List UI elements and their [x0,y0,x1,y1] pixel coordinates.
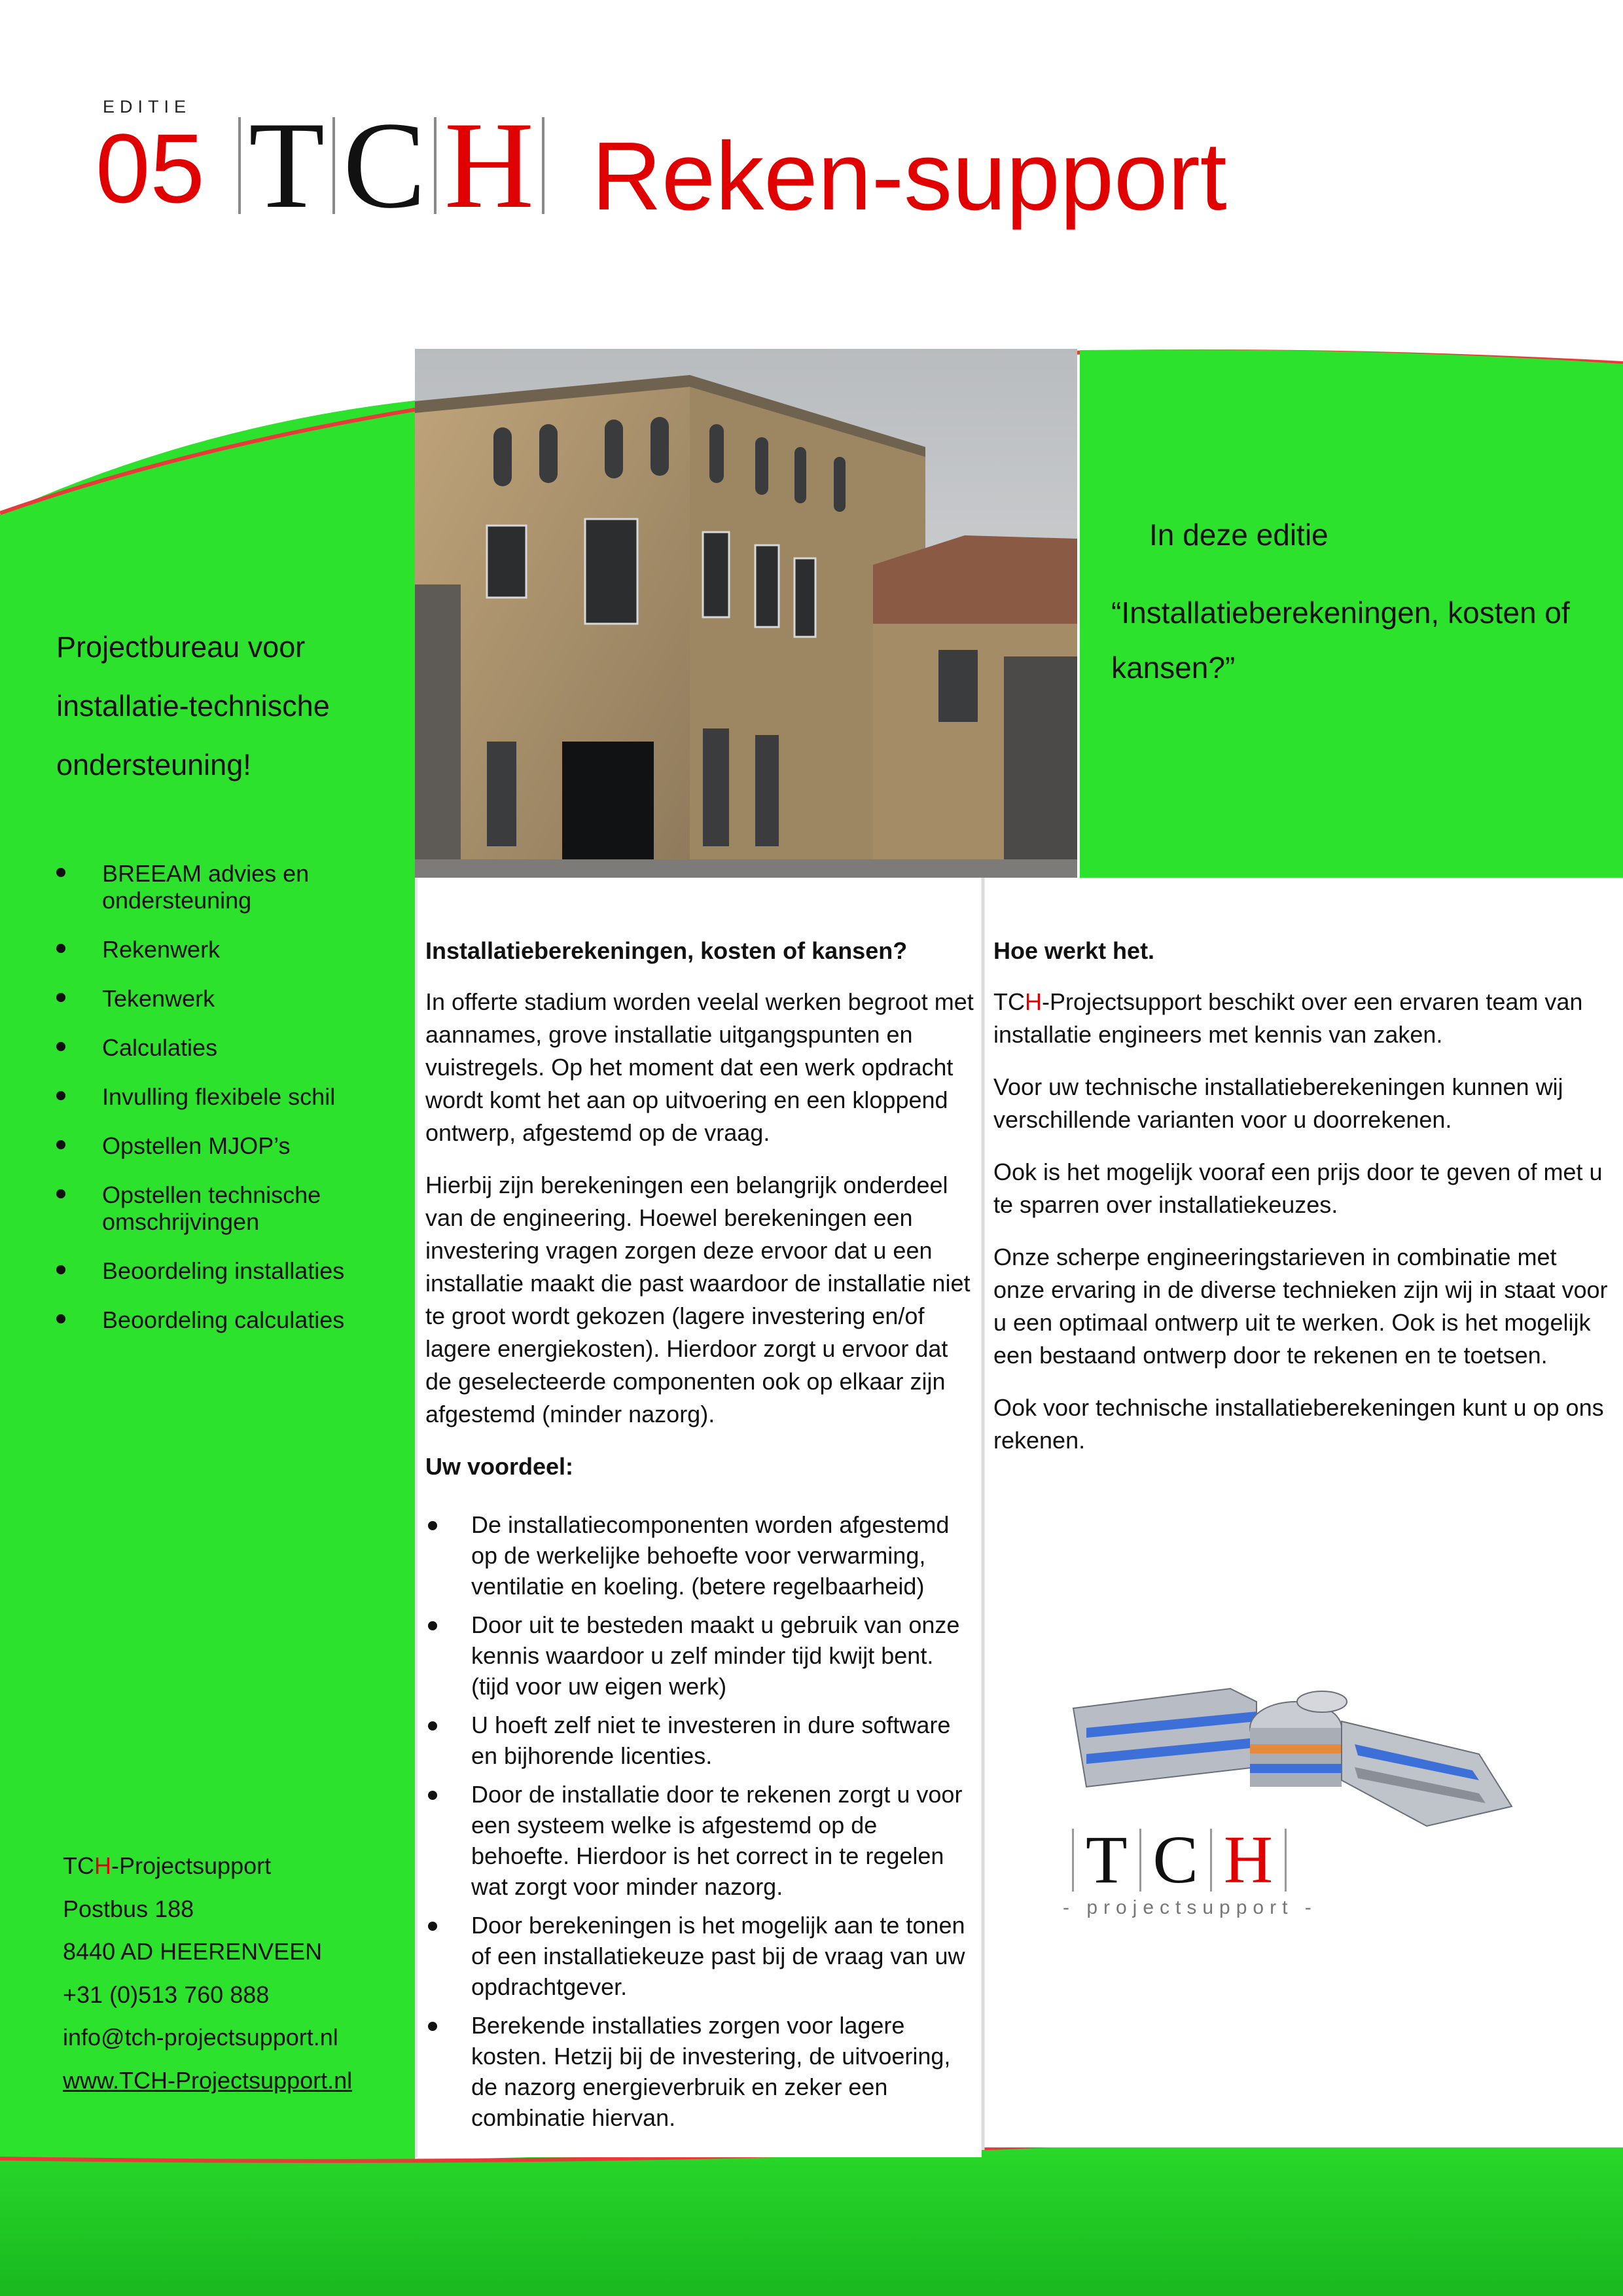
company-prefix: TC [993,988,1025,1015]
contact-block [63,1844,429,2102]
list-item [56,1181,410,1235]
edition-label: EDITIE [103,97,192,117]
services-list [56,860,410,1355]
tch-logo [230,97,552,234]
bullet-icon [56,1091,65,1100]
bullet-icon [56,868,65,877]
logo-letter-t: T [249,97,325,234]
edition-heading: In deze editie [1149,518,1329,552]
company-name [63,1844,429,1888]
list-item [56,1306,410,1333]
benefits-heading: Uw voordeel: [425,1453,574,1480]
logo-divider [332,117,335,214]
phone: +31 (0)513 760 888 [63,1981,270,2008]
service-label: Beoordeling installaties [102,1257,345,1284]
list-item [56,1034,410,1061]
list-item [56,1083,410,1110]
company-suffix: -Projectsupport [111,1852,272,1879]
company-prefix: TC [63,1852,94,1879]
list-item [56,860,410,914]
list-item [56,1257,410,1284]
bullet-icon [428,1521,437,1530]
tagline: Projectbureau voor installatie-technische ondersteuning! [56,630,330,781]
logo-subtitle: - projectsupport - [1063,1897,1317,1918]
logo-divider [434,117,437,214]
city: 8440 AD HEERENVEEN [63,1938,323,1965]
bullet-icon [56,1189,65,1198]
how-paragraph [993,986,1609,1051]
bullet-icon [428,1621,437,1630]
service-label: Beoordeling calculaties [102,1306,345,1333]
list-item [425,2010,975,2133]
page-title: Reken-support [592,122,1227,230]
article-heading: Installatieberekeningen, kosten of kansen? [425,937,908,964]
benefit-text: Door uit te besteden maakt u gebruik van onze kennis waardoor u zelf minder tijd kwijt bent. (tijd voor uw eigen werk) [471,1611,960,1700]
how-paragraph: Onze scherpe engineeringstarieven in combinatie met onze ervaring in de diverse technieken zijn wij in staat voor u een optimaal ontwerp uit te werken. Ook is het mogelijk een bestaand ontwerp door te rekenen en te toetsen. [993,1244,1608,1369]
benefit-text: Door de installatie door te rekenen zorgt u voor een systeem welke is afgestemd op de behoefte. Hierdoor is het correct in te regelen wat zorgt voor minder nazorg. [471,1781,963,1900]
building-photo [415,349,1077,878]
how-heading: Hoe werkt het. [993,937,1155,964]
how-paragraph: Voor uw technische installatieberekeningen kunnen wij verschillende varianten voor u doorrekenen. [993,1073,1563,1133]
logo-divider [1072,1829,1074,1892]
list-item [56,936,410,963]
benefit-text: U hoeft zelf niet te investeren in dure software en bijhorende licenties. [471,1712,951,1769]
service-label: Opstellen technische omschrijvingen [102,1181,321,1235]
list-item [425,1910,975,2002]
service-label: Rekenwerk [102,936,221,963]
website-link[interactable]: www.TCH-Projectsupport.nl [63,2066,353,2094]
bullet-icon [428,1922,437,1931]
company-highlight: H [94,1852,111,1879]
how-column [993,935,1609,1477]
logo-divider [542,117,544,214]
logo-divider [238,117,241,214]
logo-letter-h: H [444,97,535,234]
benefits-list [425,1509,975,2133]
benefit-text: Door berekeningen is het mogelijk aan te tonen of een installatiekeuze past bij de vraag van uw opdrachtgever. [471,1912,965,2000]
logo-divider [1210,1829,1212,1892]
edition-number: 05 [96,113,205,223]
email[interactable]: info@tch-projectsupport.nl [63,2024,338,2051]
list-item [425,1710,975,1771]
logo-letter-t: T [1086,1822,1128,1897]
edition-quote: “Installatieberekeningen, kosten of kansen?” [1111,596,1570,685]
article-column [425,935,975,2141]
bullet-icon [56,1042,65,1051]
bullet-icon [56,1314,65,1323]
list-item [425,1779,975,1902]
bullet-icon [56,993,65,1002]
service-label: Invulling flexibele schil [102,1083,336,1110]
logo-letter-h: H [1223,1822,1274,1897]
logo-letter-c: C [1152,1822,1198,1897]
article-paragraph: In offerte stadium worden veelal werken begroot met aannames, grove installatie uitgangspunten en vuistregels. Op het moment dat een werk opdracht wordt komt het aan op uitvoering en een kloppend ontwerp, afgestemd op de vraag. [425,988,974,1146]
list-item [56,985,410,1012]
service-label: BREEAM advies en ondersteuning [102,860,310,914]
bullet-icon [56,1140,65,1149]
company-highlight: H [1025,988,1042,1015]
bullet-icon [428,1721,437,1731]
list-item [425,1509,975,1602]
list-item [56,1132,410,1159]
logo-divider [1285,1829,1287,1892]
benefit-text: Berekende installaties zorgen voor lagere kosten. Hetzij bij de investering, de uitvoering, de nazorg energieverbruik en zeker een combinatie hiervan. [471,2012,951,2131]
logo-letter-c: C [343,97,426,234]
how-paragraph: Ook voor technische installatieberekeningen kunt u op ons rekenen. [993,1394,1604,1454]
postbus: Postbus 188 [63,1895,194,1922]
how-text: -Projectsupport beschikt over een ervaren team van installatie engineers met kennis van zaken. [993,988,1583,1048]
service-label: Tekenwerk [102,985,215,1012]
bottom-tch-logo [1060,1822,1298,1897]
logo-divider [1139,1829,1141,1892]
building-illustration [1060,1682,1518,1833]
bullet-icon [428,1791,437,1800]
bullet-icon [56,1265,65,1274]
service-label: Opstellen MJOP’s [102,1132,291,1159]
article-paragraph: Hierbij zijn berekeningen een belangrijk onderdeel van de engineering. Hoewel berekeningen een investering vragen zorgen deze ervoor dat u een installatie maakt die past waardoor de installatie niet te groot wordt gekozen (lagere investering en/of lagere energiekosten). Hierdoor zorgt u ervoor dat de geselecteerde componenten ook op elkaar zijn afgestemd (minder nazorg). [425,1172,971,1427]
bullet-icon [56,944,65,953]
service-label: Calculaties [102,1034,218,1061]
list-item [425,1609,975,1702]
how-paragraph: Ook is het mogelijk vooraf een prijs door te geven of met u te sparren over installatiekeuzes. [993,1158,1603,1218]
bullet-icon [428,2022,437,2031]
benefit-text: De installatiecomponenten worden afgestemd op de werkelijke behoefte voor verwarming, ventilatie en koeling. (betere regelbaarheid) [471,1511,950,1600]
